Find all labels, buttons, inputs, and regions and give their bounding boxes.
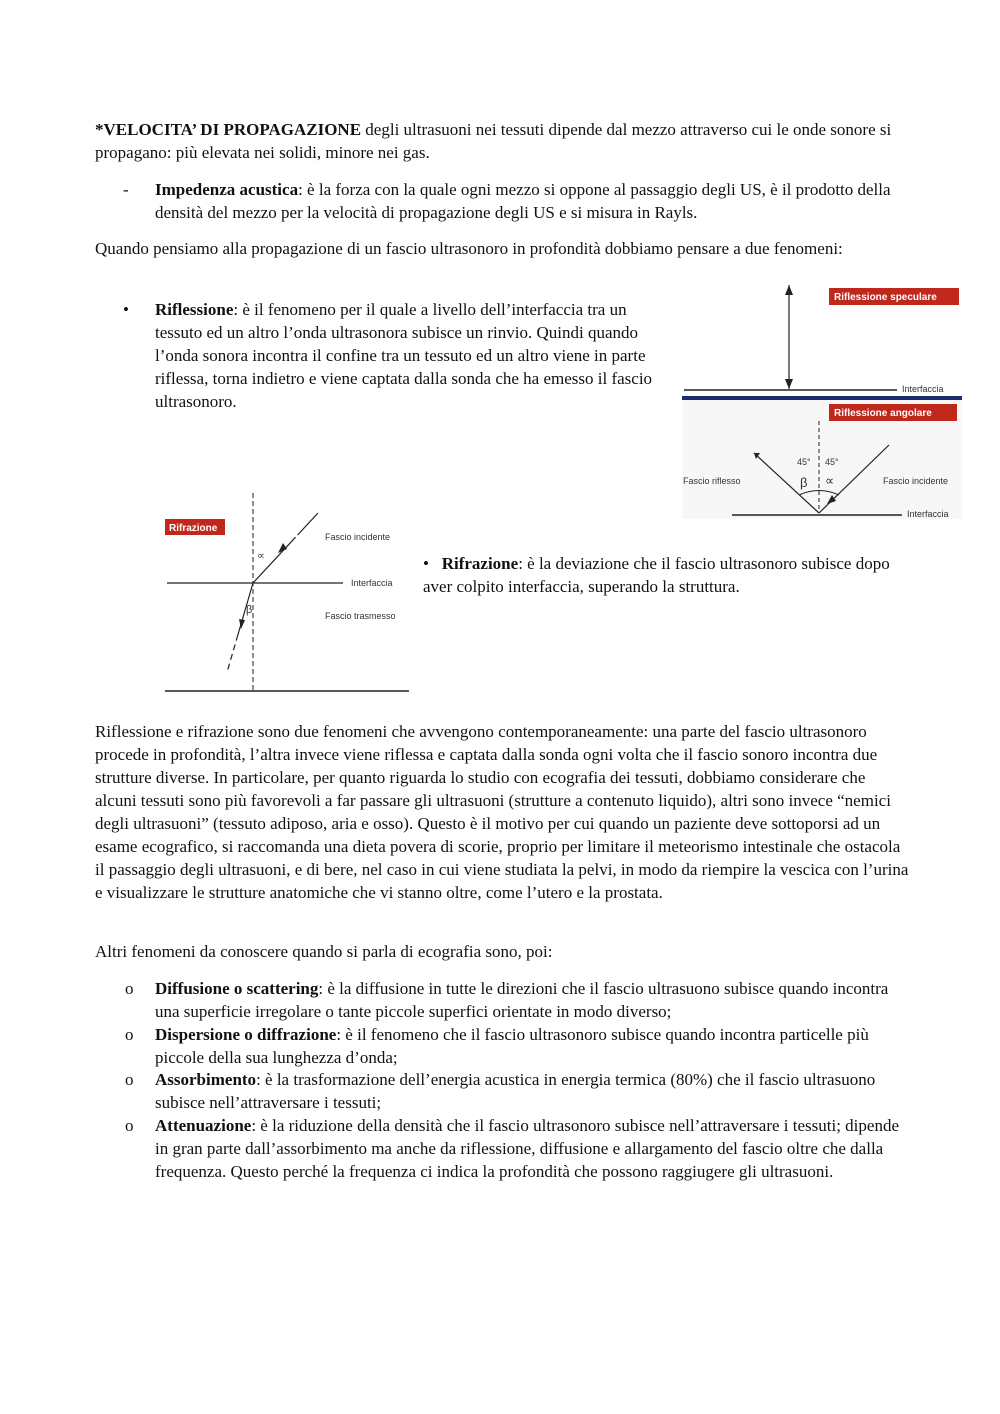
dispersione-text: : è il fenomeno che il fascio ultrasonoro subisce quando incontra particelle più piccole della sua lunghezza d’onda;	[155, 1025, 869, 1067]
panel-divider	[682, 396, 962, 400]
circle-marker: o	[125, 1070, 134, 1089]
interfaccia-label-2: Interfaccia	[907, 509, 949, 519]
list-item-attenuazione	[125, 1114, 907, 1183]
intro-paragraph	[95, 118, 910, 164]
fascio-trasmesso-label: Fascio trasmesso	[325, 611, 396, 621]
rifrazione-figure	[163, 491, 411, 694]
interfaccia-label-1: Interfaccia	[902, 384, 944, 394]
list-item-dispersione	[125, 1023, 907, 1069]
angle-right-label: 45°	[825, 457, 839, 467]
fenomeni-paragraph: Quando pensiamo alla propagazione di un fascio ultrasonoro in profondità dobbiamo pensare a due fenomeni:	[95, 239, 843, 258]
rifrazione-term: Rifrazione	[441, 554, 519, 573]
angle-left-label: 45°	[797, 457, 811, 467]
altri-paragraph: Altri fenomeni da conoscere quando si parla di ecografia sono, poi:	[95, 942, 553, 961]
angolare-badge: Riflessione angolare	[834, 408, 932, 419]
beta-label: β	[800, 475, 808, 490]
intro-heading: *VELOCITA’ DI PROPAGAZIONE	[95, 120, 362, 139]
beta-label: β	[246, 604, 253, 616]
rifrazione-item	[423, 552, 903, 598]
bullet-marker: •	[423, 554, 429, 573]
impedenza-term: Impedenza acustica	[155, 180, 299, 199]
diffusione-term: Diffusione o scattering	[155, 979, 319, 998]
riflessione-figure	[682, 281, 962, 519]
interfaccia-label: Interfaccia	[351, 578, 393, 588]
riflessione-item	[123, 298, 670, 413]
alpha-label: ∝	[825, 473, 835, 488]
fascio-incidente-label: Fascio incidente	[325, 532, 391, 542]
circle-marker: o	[125, 1116, 134, 1135]
speculare-badge: Riflessione speculare	[834, 292, 937, 303]
list-item-assorbimento	[125, 1068, 907, 1114]
riflessione-term: Riflessione	[155, 300, 234, 319]
rifrazione-text: : è la deviazione che il fascio ultrasonoro subisce dopo aver colpito interfaccia, superando la struttura.	[423, 554, 890, 596]
alpha-label: ∝	[257, 550, 265, 562]
assorbimento-text: : è la trasformazione dell’energia acustica in energia termica (80%) che il fascio ultrasuono subisce nell’attraversare i tessuti;	[155, 1070, 876, 1112]
intro-text: degli ultrasuoni nei tessuti dipende dal mezzo attraverso cui le onde sonore si propagano: più elevata nei solidi, minore nei gas.	[95, 120, 892, 162]
fascio-riflesso-label: Fascio riflesso	[683, 476, 741, 486]
rifrazione-badge: Rifrazione	[169, 523, 218, 534]
circle-marker: o	[125, 1025, 134, 1044]
list-item-diffusione	[125, 977, 907, 1023]
fascio-incidente-label: Fascio incidente	[883, 476, 949, 486]
dash-marker: -	[123, 180, 129, 199]
impedenza-item	[123, 178, 907, 224]
circle-marker: o	[125, 979, 134, 998]
riflessione-rifrazione-paragraph: Riflessione e rifrazione sono due fenomeni che avvengono contemporaneamente: una parte del fascio ultrasonoro procede in profondità, l’altra invece viene riflessa e captata dalla sonda ogni volta che il fascio sonoro incontra due strutture diverse. In particolare, per quanto riguarda lo studio con ecografia dei tessuti, dobbiamo considerare che alcuni tessuti sono più favorevoli a far passare gli ultrasuoni (strutture a contenuto liquido), altri sono invece “nemici degli ultrasuoni” (tessuto adiposo, aria e osso). Questo è il motivo per cui quando un paziente deve sottoporsi ad un esame ecografico, si raccomanda una dieta povera di scorie, proprio per limitare il meteorismo intestinale che ostacola il passaggio degli ultrasuoni, e di bere, nel caso in cui viene studiata la pelvi, in modo da riempire la vescica con l’urina e visualizzare le strutture anatomiche che vi stanno oltre, come l’utero e la prostata.	[95, 722, 909, 902]
impedenza-text: : è la forza con la quale ogni mezzo si oppone al passaggio degli US, è il prodotto della densità del mezzo per la velocità di propagazione degli US e si misura in Rayls.	[155, 180, 891, 222]
attenuazione-term: Attenuazione	[155, 1116, 252, 1135]
dispersione-term: Dispersione o diffrazione	[155, 1025, 337, 1044]
bullet-marker: •	[123, 300, 129, 319]
attenuazione-text: : è la riduzione della densità che il fascio ultrasonoro subisce nell’attraversare i tessuti; dipende in gran parte dall’assorbimento ma anche da riflessione, diffusione e allargamento del fascio oltre che dalla frequenza. Questo perché la frequenza ci indica la profondità che possono raggiugere gli ultrasuoni.	[155, 1116, 899, 1181]
riflessione-text: : è il fenomeno per il quale a livello dell’interfaccia tra un tessuto ed un altro l’onda ultrasonora subisce un rinvio. Quindi quando l’onda sonora incontra il confine tra un tessuto ed un altro viene in parte riflessa, torna indietro e viene captata dalla sonda che ha emesso il fascio ultrasonoro.	[155, 300, 653, 411]
diffusione-text: : è la diffusione in tutte le direzioni che il fascio ultrasuono subisce quando incontra una superficie irregolare o tante piccole superfici orientate in modo diverso;	[155, 979, 889, 1021]
assorbimento-term: Assorbimento	[155, 1070, 257, 1089]
